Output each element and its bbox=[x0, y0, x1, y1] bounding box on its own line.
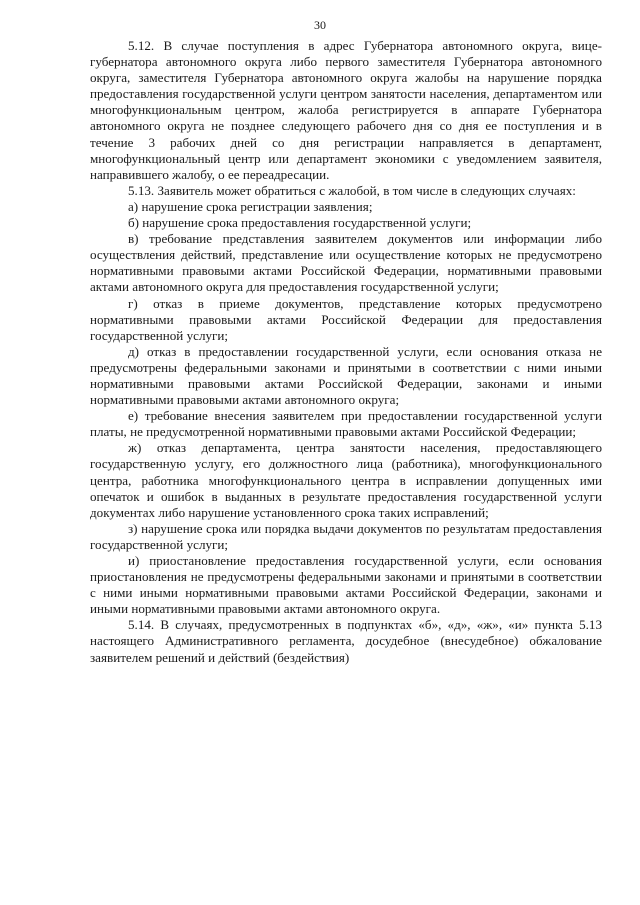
list-item-b: б) нарушение срока предоставления государственной услуги; bbox=[128, 215, 472, 231]
paragraph-5-13: 5.13. Заявитель может обратиться с жалобой, в том числе в следующих случаях: bbox=[128, 182, 576, 198]
document-body bbox=[90, 38, 602, 666]
list-item-g: г) отказ в приеме документов, представление которых предусмотрено нормативными правовыми актами Российской Федерации для предоставления государственной услуги; bbox=[90, 295, 602, 343]
list-item-i: и) приостановление предоставления государственной услуги, если основания приостановления не предусмотрены федеральными законами и принятыми в соответствии с ними иными нормативными правовыми актами Российской Федерации, законами и иными нормативными правовыми актами автономного округа. bbox=[90, 553, 602, 617]
page-number: 30 bbox=[314, 18, 326, 32]
list-item-v: в) требование представления заявителем документов или информации либо осуществления действий, представление или осуществление которых не предусмотрено нормативными правовыми актами Российской Федерации, нормативными правовыми актами автономного округа для предоставления государственной услуги; bbox=[90, 231, 602, 295]
list-item-a: а) нарушение срока регистрации заявления; bbox=[128, 198, 373, 214]
paragraph-5-14: 5.14. В случаях, предусмотренных в подпунктах «б», «д», «ж», «и» пункта 5.13 настоящего Административного регламента, досудебное (внесудебное) обжалование заявителем решений и действий (бездействия) bbox=[90, 617, 602, 665]
list-item-d: д) отказ в предоставлении государственной услуги, если основания отказа не предусмотрены федеральными законами и принятыми в соответствии с ними иными нормативными правовыми актами Российской Федерации, законами и иными нормативными правовыми актами автономного округа; bbox=[90, 343, 602, 408]
list-item-e: е) требование внесения заявителем при предоставлении государственной услуги платы, не предусмотренной нормативными правовыми актами Российской Федерации; bbox=[90, 408, 602, 440]
list-item-z: з) нарушение срока или порядка выдачи документов по результатам предоставления государственной услуги; bbox=[90, 520, 602, 552]
list-item-zh: ж) отказ департамента, центра занятости населения, предоставляющего государственную услугу, его должностного лица (работника), многофункционального центра, работника многофункционального центра в исправлении допущенных ими опечаток и ошибок в выданных в результате предоставления государственной услуги документах либо нарушение установленного срока таких исправлений; bbox=[90, 440, 602, 520]
paragraph-5-12: 5.12. В случае поступления в адрес Губернатора автономного округа, вице-губернатора автономного округа либо первого заместителя Губернатора автономного округа, заместителя Губернатора автономного округа жалобы на нарушение порядка предоставления государственной услуги центром занятости населения, департаментом или многофункциональным центром, жалоба регистрируется в аппарате Губернатора автономного округа не позднее следующего рабочего дня со дня ее поступления и в течение 3 рабочих дней со дня регистрации направляется в департамент, многофункциональный центр или департамент экономики с уведомлением заявителя, направившего жалобу, о ее переадресации. bbox=[90, 38, 602, 182]
